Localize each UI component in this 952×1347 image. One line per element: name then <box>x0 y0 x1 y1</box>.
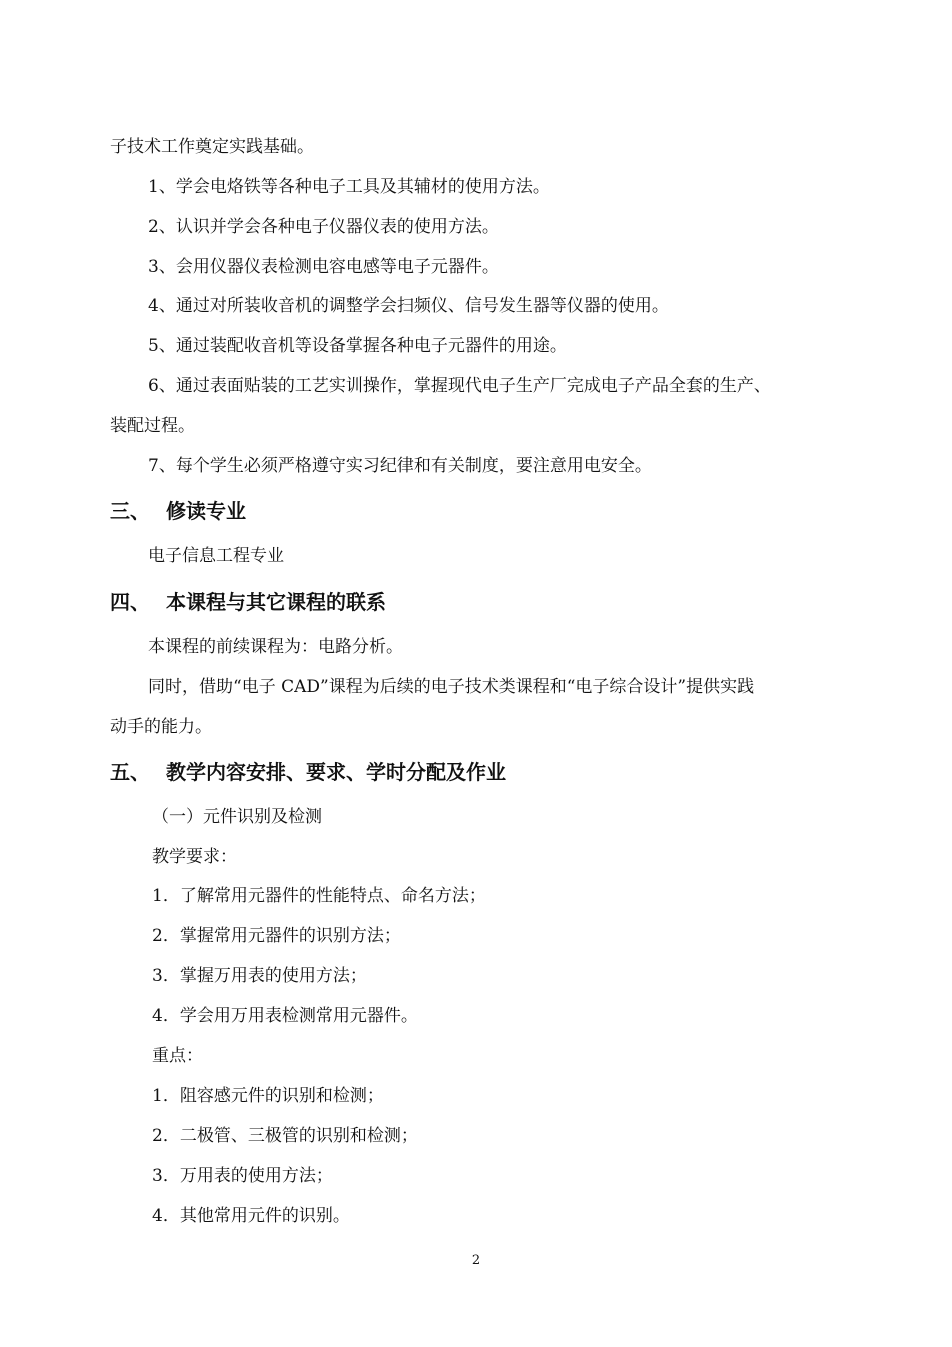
requirement-item: 2．掌握常用元器件的识别方法； <box>152 926 401 946</box>
objective-item: 6、通过表面贴装的工艺实训操作，掌握现代电子生产厂完成电子产品全套的生产、 <box>148 376 771 396</box>
objective-item: 3、会用仪器仪表检测电容电感等电子元器件。 <box>148 257 499 277</box>
key-point-item: 4．其他常用元件的识别。 <box>152 1206 350 1226</box>
section-title: 本课程与其它课程的联系 <box>166 590 386 614</box>
objective-item: 1、学会电烙铁等各种电子工具及其辅材的使用方法。 <box>148 177 550 197</box>
section-heading-5 <box>110 758 506 786</box>
section-body: 动手的能力。 <box>110 717 212 737</box>
objective-item-continuation: 装配过程。 <box>110 416 195 436</box>
paragraph-continuation: 子技术工作奠定实践基础。 <box>110 137 314 157</box>
section-body: 本课程的前续课程为：电路分析。 <box>148 637 403 657</box>
objective-item: 5、通过装配收音机等设备掌握各种电子元器件的用途。 <box>148 336 567 356</box>
requirement-item: 3．掌握万用表的使用方法； <box>152 966 367 986</box>
subsection-title: （一）元件识别及检测 <box>152 807 322 827</box>
key-point-item: 3．万用表的使用方法； <box>152 1166 333 1186</box>
requirements-label: 教学要求： <box>152 847 237 867</box>
section-heading-3 <box>110 497 246 525</box>
page-number: 2 <box>471 1253 481 1268</box>
objective-item: 7、每个学生必须严格遵守实习纪律和有关制度，要注意用电安全。 <box>148 456 652 476</box>
section-body: 电子信息工程专业 <box>148 546 284 566</box>
objective-item: 4、通过对所装收音机的调整学会扫频仪、信号发生器等仪器的使用。 <box>148 296 669 316</box>
section-number: 四、 <box>110 590 150 614</box>
requirement-item: 4．学会用万用表检测常用元器件。 <box>152 1006 418 1026</box>
section-title: 修读专业 <box>166 499 246 523</box>
key-point-item: 1．阻容感元件的识别和检测； <box>152 1086 384 1106</box>
section-body: 同时，借助“电子 CAD”课程为后续的电子技术类课程和“电子综合设计”提供实践 <box>148 677 755 697</box>
objective-item: 2、认识并学会各种电子仪器仪表的使用方法。 <box>148 217 499 237</box>
section-number: 五、 <box>110 760 150 784</box>
key-point-item: 2．二极管、三极管的识别和检测； <box>152 1126 418 1146</box>
section-heading-4 <box>110 588 386 616</box>
section-number: 三、 <box>110 499 150 523</box>
key-points-label: 重点： <box>152 1046 203 1066</box>
section-title: 教学内容安排、要求、学时分配及作业 <box>166 760 506 784</box>
requirement-item: 1．了解常用元器件的性能特点、命名方法； <box>152 886 486 906</box>
